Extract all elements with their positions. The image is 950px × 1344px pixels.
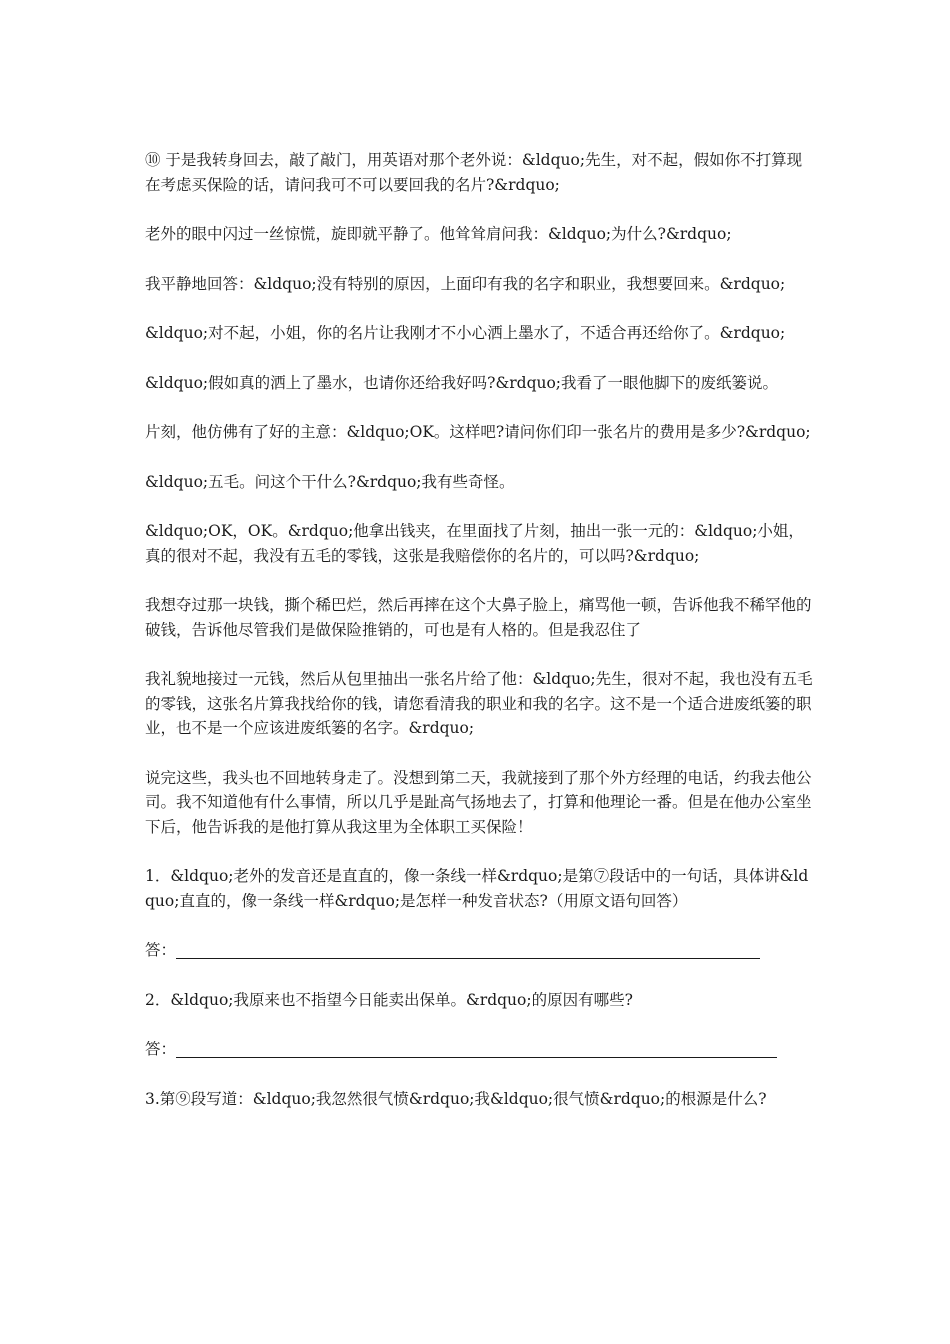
answer-label: 答： (145, 941, 177, 959)
answer-field-1[interactable] (145, 938, 815, 963)
paragraph: 说完这些，我头也不回地转身走了。没想到第二天，我就接到了那个外方经理的电话，约我去他公司。我不知道他有什么事情，所以几乎是趾高气扬地去了，打算和他理论一番。但是在他办公室坐下后，他告诉我的是他打算从我这里为全体职工买保险！ (145, 768, 812, 836)
paragraph: 我想夺过那一块钱，撕个稀巴烂，然后再摔在这个大鼻子脸上，痛骂他一顿，告诉他我不稀罕他的破钱，告诉他尽管我们是做保险推销的，可也是有人格的。但是我忍住了 (145, 596, 812, 639)
paragraph: &ldquo;对不起，小姐，你的名片让我刚才不小心洒上墨水了，不适合再还给你了。&rdquo; (145, 324, 786, 342)
answer-underline[interactable] (176, 940, 760, 959)
document-body (145, 148, 815, 1136)
paragraph: 我礼貌地接过一元钱，然后从包里抽出一张名片给了他：&ldquo;先生，很对不起，我也没有五毛的零钱，这张名片算我找给你的钱，请您看清我的职业和我的名字。这不是一个适合进废纸篓的职业，也不是一个应该进废纸篓的名字。&rdquo; (145, 670, 813, 737)
paragraph-10: ⑩ 于是我转身回去，敲了敲门，用英语对那个老外说：&ldquo;先生，对不起，假如你不打算现在考虑买保险的话，请问我可不可以要回我的名片?&rdquo; (145, 151, 803, 194)
answer-underline[interactable] (176, 1039, 777, 1058)
answer-label: 答： (145, 1040, 177, 1058)
question-3: 3.第⑨段写道：&ldquo;我忽然很气愤&rdquo;我&ldquo;很气愤&rdquo;的根源是什么? (145, 1089, 767, 1108)
answer-field-2[interactable] (145, 1037, 815, 1062)
paragraph: &ldquo;OK，OK。&rdquo;他拿出钱夹，在里面找了片刻，抽出一张一元的：&ldquo;小姐，真的很对不起，我没有五毛的零钱，这张是我赔偿你的名片的，可以吗?&rdquo; (145, 522, 804, 565)
paragraph: 老外的眼中闪过一丝惊慌，旋即就平静了。他耸耸肩问我：&ldquo;为什么?&rdquo; (145, 225, 732, 243)
paragraph: &ldquo;五毛。问这个干什么?&rdquo;我有些奇怪。 (145, 472, 515, 491)
question-2: 2．&ldquo;我原来也不指望今日能卖出保单。&rdquo;的原因有哪些? (145, 990, 633, 1009)
paragraph: &ldquo;假如真的洒上了墨水，也请你还给我好吗?&rdquo;我看了一眼他脚下的废纸篓说。 (145, 373, 779, 392)
question-1: 1．&ldquo;老外的发音还是直直的，像一条线一样&rdquo;是第⑦段话中的一句话，具体讲&ldquo;直直的，像一条线一样&rdquo;是怎样一种发音状态?（用原文语句回答） (145, 867, 809, 910)
paragraph: 我平静地回答：&ldquo;没有特别的原因，上面印有我的名字和职业，我想要回来。&rdquo; (145, 274, 786, 293)
paragraph: 片刻，他仿佛有了好的主意：&ldquo;OK。这样吧?请问你们印一张名片的费用是多少?&rdquo; (145, 423, 811, 441)
